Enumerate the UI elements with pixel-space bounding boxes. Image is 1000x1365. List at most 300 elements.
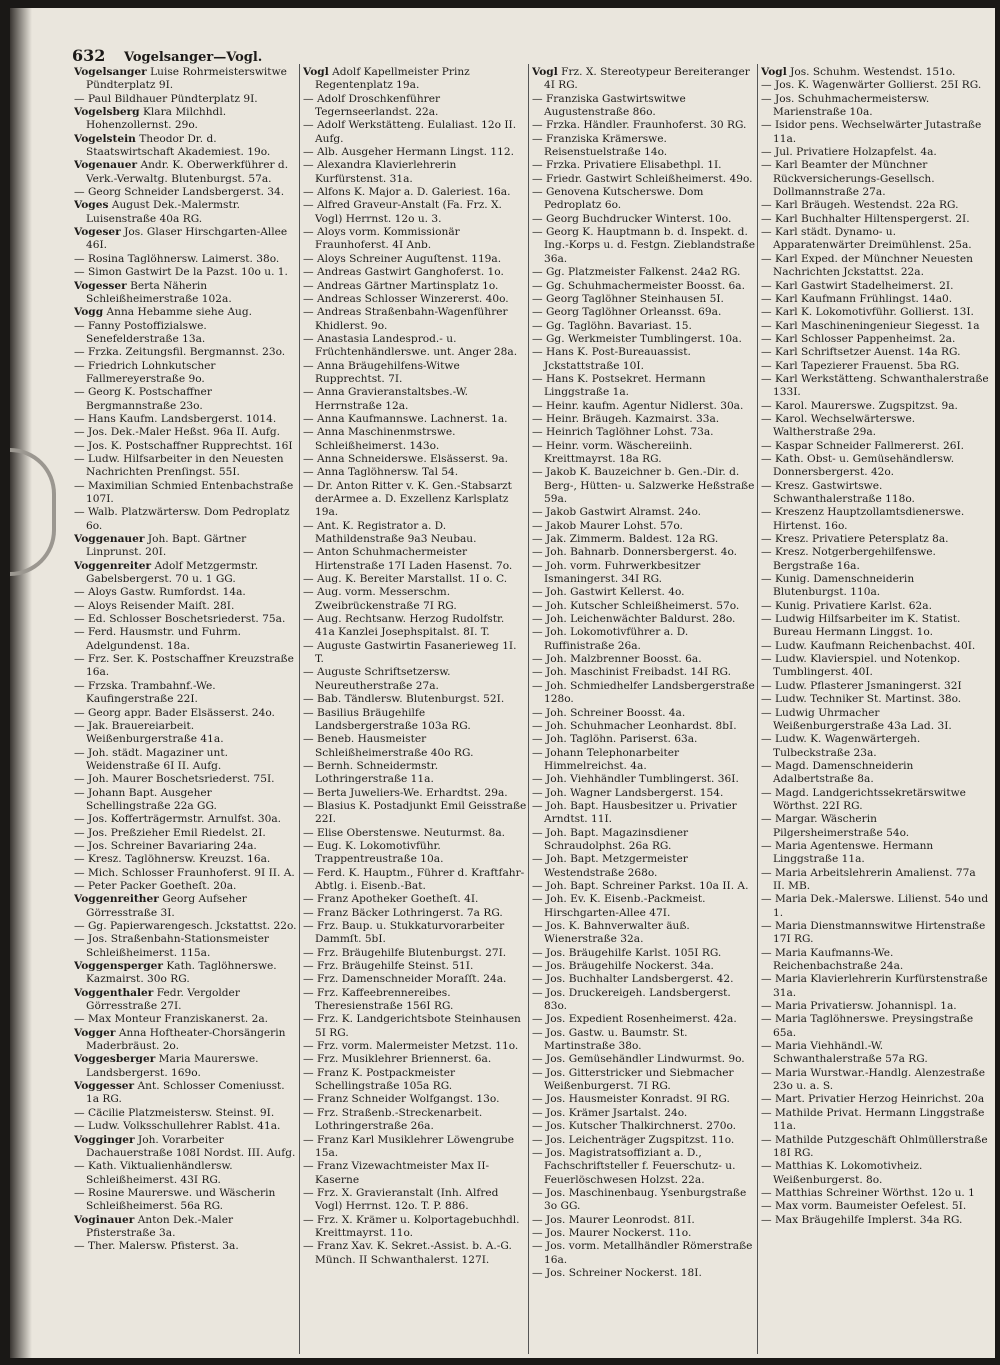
directory-entry: [761, 1000, 989, 1013]
entry-text: — Anna Bräugehilfens-Witwe Rupprechtst. 7I.: [303, 359, 460, 385]
entry-text: — Genovena Kutscherswe. Dom Pedroplatz 6o.: [532, 186, 704, 212]
entry-text: — Walb. Platzwärtersw. Dom Pedroplatz 6o.: [74, 506, 290, 532]
entry-text: — Georg Taglöhner Steinhausen 5I.: [532, 292, 724, 305]
entry-text: — Kunig. Damenschneiderin Blutenburgst. 110a.: [761, 573, 915, 599]
directory-entry: [761, 600, 989, 613]
directory-entry: [761, 1107, 989, 1134]
directory-entry: [74, 280, 298, 307]
directory-entry: [761, 1200, 989, 1213]
directory-entry: [303, 827, 527, 840]
column-rule: [299, 64, 300, 1354]
directory-entry: [761, 320, 989, 333]
entry-text: — Frz. Musiklehrer Briennerst. 6a.: [303, 1053, 492, 1066]
directory-entry: [532, 173, 756, 186]
directory-entry: [74, 747, 298, 774]
directory-entry: [761, 947, 989, 974]
entry-text: — Andreas Straßenbahn-Wagenführer Khidlerst. 9o.: [303, 306, 508, 332]
directory-entry: [303, 1187, 527, 1214]
surname: Vogginger: [74, 1133, 135, 1146]
directory-entry: [761, 79, 989, 92]
entry-text: Berta Näherin Schleißheimerstraße 102a.: [86, 279, 232, 305]
directory-entry: [532, 960, 756, 973]
directory-entry: [761, 920, 989, 947]
entry-text: — Johann Bapt. Ausgeher Schellingstraße 22a GG.: [74, 786, 217, 812]
directory-entry: [303, 413, 527, 426]
directory-entry: [761, 66, 989, 79]
entry-text: — Anna Maschinenmstrswe. Schleißheimerst. 143o.: [303, 426, 456, 452]
entry-text: — Maria Privatiersw. Johannispl. 1a.: [761, 1000, 957, 1013]
entry-text: — Kreszenz Hauptzollamtsdienerswe. Hirtenst. 16o.: [761, 506, 965, 532]
surname: Vogeser: [74, 226, 121, 239]
directory-entry: [532, 1107, 756, 1120]
entry-text: — Matthias Schreiner Wörthst. 12o u. 1: [761, 1186, 975, 1199]
entry-text: — Jos. Dek.-Maler Heßst. 96a II. Aufg.: [74, 426, 280, 439]
directory-entry: [532, 947, 756, 960]
entry-text: — Eug. K. Lokomotivführ. Trappentreustraße 10a.: [303, 839, 444, 866]
entry-text: — Magd. Landgerichtssekretärswitwe Wörthst. 22I RG.: [761, 786, 966, 812]
directory-entry: [303, 66, 527, 93]
directory-entry: [761, 893, 989, 920]
entry-text: — Joh. vorm. Fuhrwerkbesitzer Ismaningerst. 34I RG.: [532, 559, 701, 586]
directory-entry: [74, 1187, 298, 1214]
entry-text: — Kath. Viktualienhändlersw. Schleißheimerst. 43I RG.: [74, 1160, 233, 1186]
entry-text: — Kresz. Privatiere Petersplatz 8a.: [761, 533, 949, 546]
directory-entry: [74, 199, 298, 226]
directory-entry: [761, 653, 989, 680]
entry-text: — Jos. Hausmeister Konradst. 9I RG.: [532, 1093, 730, 1106]
directory-entry: [74, 426, 298, 439]
directory-entry: [74, 586, 298, 599]
entry-text: — Georg K. Postschaffner Bergmannstraße 23o.: [74, 386, 212, 412]
entry-text: — Franz Karl Musiklehrer Löwengrube 15a.: [303, 1133, 514, 1159]
entry-text: — Aloys Schreiner Auguſtenst. 119a.: [303, 252, 502, 265]
entry-text: — Franziska Krämerswe. Reisenstuelstraße 14o.: [532, 132, 668, 159]
entry-text: Joh. Vorarbeiter Dachauerstraße 108I Nordst. III. Aufg.: [86, 1133, 296, 1159]
directory-entry: [303, 920, 527, 947]
directory-entry: [761, 840, 989, 867]
directory-entry: [532, 346, 756, 373]
entry-text: — Ludw. Kaufmann Reichenbachst. 40I.: [761, 639, 976, 652]
entry-text: — Jos. K. Wagenwärter Gollierst. 25I RG.: [761, 79, 982, 92]
entry-text: — Basilius Bräugehilfe Landsbergerstraße 103a RG.: [303, 706, 471, 732]
directory-entry: [303, 226, 527, 253]
directory-entry: [74, 159, 298, 186]
directory-entry: [532, 1267, 756, 1280]
entry-text: — Aloys Gastw. Rumfordst. 14a.: [74, 586, 246, 599]
entry-text: — Aloys vorm. Kommissionär Fraunhoferst. 4I Anb.: [303, 226, 460, 252]
directory-entry: [761, 787, 989, 814]
entry-text: — Georg Schneider Landsbergerst. 34.: [74, 186, 285, 199]
directory-entry: [532, 1187, 756, 1214]
surname: Voggenreither: [74, 893, 159, 906]
directory-entry: [303, 1214, 527, 1241]
entry-text: — Kresz. Gastwirtswe. Schwanthalerstraße 118o.: [761, 479, 915, 505]
entry-text: — Rosina Taglöhnersw. Laimerst. 38o.: [74, 252, 280, 265]
entry-text: — Franz Bäcker Lothringerst. 7a RG.: [303, 906, 503, 919]
entry-text: — Matthias K. Lokomotivheiz. Weißenburgerst. 8o.: [761, 1160, 923, 1186]
entry-text: — Maria Kaufmanns-We. Reichenbachstraße 24a.: [761, 946, 904, 973]
entry-text: — Franz Schneider Wolfgangst. 13o.: [303, 1093, 500, 1106]
directory-entry: [303, 893, 527, 906]
surname: Voggesser: [74, 1080, 135, 1093]
directory-entry: [532, 600, 756, 613]
directory-entry: [303, 159, 527, 186]
directory-entry: [303, 453, 527, 466]
directory-entry: [761, 346, 989, 359]
directory-entry: [532, 306, 756, 319]
entry-text: — Georg Taglöhner Orleansst. 69a.: [532, 306, 722, 319]
directory-entry: [303, 707, 527, 734]
entry-text: — Rosine Maurerswe. und Wäscherin Schleißheimerst. 56a RG.: [74, 1186, 276, 1213]
directory-entry: [532, 320, 756, 333]
directory-entry: [74, 1240, 298, 1253]
entry-text: Adolf Metzgermstr. Gabelsbergerst. 70 u. 1 GG.: [86, 559, 259, 586]
entry-text: — Ludw. Klavierspiel. und Notenkop. Tumblingerst. 40I.: [761, 653, 961, 679]
entry-text: — Heinrich Taglöhner Lohst. 73a.: [532, 426, 714, 439]
entry-text: — Joh. städt. Magaziner unt. Weidenstraße 6I II. Aufg.: [74, 746, 228, 772]
entry-text: — Anna Gravieranstaltsbes.-W. Herrnstraße 12a.: [303, 386, 468, 412]
entry-text: — Karl Maschineningenieur Siegesst. 1a: [761, 319, 980, 332]
directory-entry: [532, 626, 756, 653]
entry-text: — Karl Gastwirt Stadelheimerst. 2I.: [761, 279, 954, 292]
entry-text: — Isidor pens. Wechselwärter Jutastraße 11a.: [761, 119, 982, 145]
entry-text: — Auguste Schriftsetzersw. Neureutherstraße 27a.: [303, 666, 451, 692]
directory-entry: [532, 506, 756, 519]
entry-text: — Frz. X. Krämer u. Kolportagebuchhdl. Kreittmayrst. 11o.: [303, 1213, 520, 1239]
entry-text: — Joh. Kutscher Schleißheimerst. 57o.: [532, 599, 740, 612]
directory-entry: [74, 787, 298, 814]
directory-entry: [532, 466, 756, 506]
directory-entry: [532, 747, 756, 774]
entry-text: Jos. Glaser Hirschgarten-Allee 46I.: [86, 226, 288, 252]
entry-text: — Joh. Leichenwächter Baldurst. 28o.: [532, 613, 736, 626]
directory-entry: [303, 253, 527, 266]
entry-text: — Mich. Schlosser Fraunhoferst. 9I II. A.: [74, 866, 295, 879]
directory-entry: [532, 413, 756, 426]
entry-text: — Mart. Privatier Herzog Heinrichst. 20a: [761, 1093, 985, 1106]
directory-entry: [74, 1080, 298, 1107]
entry-text: — Karl städt. Dynamo- u. Apparatenwärter Dreimühlenst. 25a.: [761, 226, 972, 252]
entry-text: Kath. Taglöhnerswe. Kazmairst. 30o RG.: [86, 960, 277, 986]
entry-text: — Anton Schuhmachermeister Hirtenstraße 17I Laden Hasenst. 7o.: [303, 546, 513, 572]
entry-text: — Jos. vorm. Metallhändler Römerstraße 16a.: [532, 1240, 753, 1266]
entry-text: — Ludwig Hilfsarbeiter im K. Statist. Bureau Hermann Linggst. 1o.: [761, 613, 961, 639]
directory-entry: [761, 813, 989, 840]
directory-entry: [74, 1120, 298, 1133]
entry-text: — Kunig. Privatiere Karlst. 62a.: [761, 599, 932, 612]
entry-text: — Anna Kaufmannswe. Lachnerst. 1a.: [303, 412, 508, 425]
entry-text: — Dr. Anton Ritter v. K. Gen.-Stabsarzt derArmee a. D. Exzellenz Karlsplatz 19a.: [303, 479, 512, 519]
surname: Voggenauer: [74, 533, 145, 546]
entry-text: — Mathilde Privat. Hermann Linggstraße 11a.: [761, 1106, 985, 1133]
entry-text: — Jakob Gastwirt Alramst. 24o.: [532, 506, 702, 519]
entry-text: — Maria Klavierlehrerin Kurfürstenstraße 31a.: [761, 973, 988, 999]
entry-text: — Georg Buchdrucker Winterst. 10o.: [532, 212, 732, 225]
directory-entry: [303, 466, 527, 479]
directory-entry: [303, 760, 527, 787]
directory-entry: [74, 1013, 298, 1026]
directory-entry: [74, 253, 298, 266]
directory-entry: [761, 159, 989, 199]
directory-entry: [761, 413, 989, 440]
directory-entry: [761, 1214, 989, 1227]
entry-text: — Frz. Kaffeebrennereibes. Theresienstraße 156I RG.: [303, 986, 454, 1013]
entry-text: — Friedrich Lohnkutscher Fallmereyerstraße 9o.: [74, 359, 216, 385]
directory-entry: [761, 293, 989, 306]
surname: Vogelsberg: [74, 106, 140, 119]
column-rule: [757, 64, 758, 1354]
entry-text: — Jos. Gastw. u. Baumstr. St. Martinstraße 38o.: [532, 1026, 688, 1053]
entry-text: Anton Dek.-Maler Pfisterstraße 3a.: [86, 1213, 234, 1239]
entry-text: — Alfons K. Major a. D. Galeriest. 16a.: [303, 186, 511, 199]
surname: Vogelsanger: [74, 66, 147, 78]
directory-entry: [303, 1053, 527, 1066]
entry-text: — Franz Xav. K. Sekret.-Assist. b. A.-G. Münch. II Schwanthalerst. 127I.: [303, 1240, 512, 1266]
directory-entry: [532, 293, 756, 306]
entry-text: — Jos. Maurer Leonrodst. 81I.: [532, 1213, 695, 1226]
directory-entry: [303, 93, 527, 120]
directory-entry: [532, 426, 756, 439]
entry-text: Ant. Schlosser Comeniusst. 1a RG.: [86, 1080, 285, 1106]
entry-text: Frz. X. Stereotypeur Bereiteranger 4I RG.: [544, 66, 750, 92]
surname: Voginauer: [74, 1213, 135, 1226]
surname: Vogg: [74, 306, 104, 319]
directory-entry: [761, 226, 989, 253]
entry-text: — Jakob Maurer Lohst. 57o.: [532, 519, 683, 532]
entry-text: — Frz. Straßenb.-Streckenarbeit. Lothringerstraße 26a.: [303, 1106, 483, 1133]
surname: Voges: [74, 199, 109, 212]
directory-entry: [532, 653, 756, 666]
entry-text: Georg Aufseher Görresstraße 3I.: [86, 893, 247, 919]
entry-text: — Gg. Werkmeister Tumblingerst. 10a.: [532, 332, 742, 345]
surname: Vogl: [761, 66, 787, 78]
directory-entry: [74, 827, 298, 840]
entry-text: — Karl Werkstätteng. Schwanthalerstraße 133I.: [761, 372, 989, 399]
directory-entry: [761, 1093, 989, 1106]
directory-entry: [532, 827, 756, 854]
entry-text: — Jakob K. Bauzeichner b. Gen.-Dir. d. Berg-, Hütten- u. Salzwerke Heßstraße 59a.: [532, 466, 755, 505]
entry-text: — Karl Schlosser Pappenheimst. 2a.: [761, 332, 956, 345]
entry-text: — Alexandra Klavierlehrerin Kurfürstenst. 31a.: [303, 159, 457, 185]
directory-entry: [74, 1027, 298, 1054]
entry-text: — Franz Vizewachtmeister Max II-Kaserne: [303, 1160, 490, 1186]
entry-text: — Auguste Gastwirtin Fasanerieweg 1I. T.: [303, 639, 517, 666]
directory-entry: [303, 613, 527, 640]
directory-entry: [532, 266, 756, 279]
entry-text: — Andreas Schlosser Winzererst. 40o.: [303, 292, 509, 305]
directory-entry: [761, 1067, 989, 1094]
directory-entry: [303, 306, 527, 333]
directory-entry: [303, 907, 527, 920]
entry-text: — Jos. Magistratsoffiziant a. D., Fachschriftsteller f. Feuerschutz- u. Feuerlöschwesen Holzst. 22a.: [532, 1146, 736, 1186]
directory-entry: [761, 506, 989, 533]
directory-entry: [761, 760, 989, 787]
entry-text: — Maria Agentenswe. Hermann Linggstraße 11a.: [761, 839, 934, 866]
directory-entry: [761, 453, 989, 480]
directory-entry: [303, 787, 527, 800]
entry-text: — Ludw. Volksschullehrer Rablst. 41a.: [74, 1120, 281, 1133]
entry-text: — Jos. Kutscher Thalkirchnerst. 270o.: [532, 1120, 736, 1133]
directory-entry: [74, 653, 298, 680]
entry-text: — Jos. Krämer Jsartalst. 24o.: [532, 1106, 688, 1119]
entry-text: — Johann Telephonarbeiter Himmelreichst. 4a.: [532, 746, 680, 772]
surname: Vogelstein: [74, 132, 136, 145]
directory-entry: [761, 613, 989, 640]
directory-entry: [532, 119, 756, 132]
entry-text: — Hans K. Postsekret. Hermann Linggstraße 1a.: [532, 372, 706, 399]
entry-text: — Frz. X. Gravieranstalt (Inh. Alfred Vogl) Herrnst. 12o. T. P. 886.: [303, 1186, 499, 1213]
entry-text: — Jos. Straßenbahn-Stationsmeister Schleißheimerst. 115a.: [74, 933, 269, 959]
directory-entry: [532, 1053, 756, 1066]
directory-entry: [532, 800, 756, 827]
entry-text: — Jos. Schreiner Bavariaring 24a.: [74, 839, 257, 852]
directory-entry: [532, 159, 756, 172]
directory-entry: [532, 666, 756, 679]
directory-entry: [303, 333, 527, 360]
directory-entry: [74, 920, 298, 933]
entry-text: — Kresz. Notgerbergehilfenswe. Bergstraße 16a.: [761, 546, 936, 572]
directory-entry: [303, 520, 527, 547]
entry-text: — Jos. Preßzieher Emil Riedelst. 2I.: [74, 826, 266, 839]
directory-entry: [303, 1240, 527, 1267]
entry-text: — Aug. vorm. Messerschm. Zweibrückenstraße 7I RG.: [303, 586, 457, 612]
entry-text: — Ludw. Hilfsarbeiter in den Neuesten Nachrichten Prenſingst. 55I.: [74, 452, 284, 479]
entry-text: — Simon Gastwirt De la Pazst. 10o u. 1.: [74, 266, 288, 279]
entry-text: — Aloys Reisender Maiſt. 28I.: [74, 599, 235, 612]
directory-entry: [532, 66, 756, 93]
directory-entry: [761, 693, 989, 706]
entry-text: — Kath. Obst- u. Gemüsehändlersw. Donnersbergerst. 42o.: [761, 452, 955, 479]
directory-entry: [532, 1027, 756, 1054]
entry-text: — Jos. Expedient Rosenheimerst. 42a.: [532, 1013, 737, 1026]
directory-entry: [761, 360, 989, 373]
entry-text: — Jak. Zimmerm. Baldest. 12a RG.: [532, 533, 719, 546]
directory-entry: [532, 520, 756, 533]
directory-entry: [74, 106, 298, 133]
entry-text: Luise Rohrmeisterswitwe Pündterplatz 9I.: [86, 66, 287, 92]
entry-text: — Franz Apotheker Goetheſt. 4I.: [303, 893, 479, 906]
directory-entry: [761, 973, 989, 1000]
entry-text: — Karl Exped. der Münchner Neuesten Nachrichten Jckstattst. 22a.: [761, 252, 973, 279]
directory-entry: [74, 880, 298, 893]
entry-text: — Ludw. Techniker St. Martinst. 38o.: [761, 693, 962, 706]
entry-text: — Ludw. Pflasterer Jsmaningerst. 32I: [761, 679, 962, 692]
surname: Vogl: [532, 66, 558, 78]
directory-entry: [761, 253, 989, 280]
directory-entry: [761, 640, 989, 653]
directory-entry: [532, 1214, 756, 1227]
directory-entry: [532, 973, 756, 986]
directory-column-2: [303, 66, 527, 1267]
directory-entry: [303, 1160, 527, 1187]
entry-text: — Aug. Rechtsanw. Herzog Rudolfstr. 41a Kanzlei Josephspitalst. 8I. T.: [303, 613, 505, 639]
directory-entry: [303, 840, 527, 867]
entry-text: — Georg K. Hauptmann b. d. Inspekt. d. Ing.-Korps u. d. Festgn. Zieblandstraße 36a.: [532, 226, 756, 265]
entry-text: — Bernh. Schneidermstr. Lothringerstraße 11a.: [303, 759, 439, 786]
page-header: [72, 46, 262, 65]
directory-entry: [303, 386, 527, 413]
entry-text: — Frzska. Trambahnf.-We. Kaufingerstraße 22I.: [74, 679, 216, 706]
entry-text: — Max Monteur Franziskanerst. 2a.: [74, 1013, 268, 1026]
entry-text: — Margar. Wäscherin Pilgersheimerstraße 54o.: [761, 813, 910, 839]
entry-text: — Kresz. Taglöhnersw. Kreuzst. 16a.: [74, 853, 271, 866]
directory-entry: [303, 480, 527, 520]
entry-text: — Karl Tapezierer Frauenst. 5ba RG.: [761, 359, 960, 372]
entry-text: Adolf Kapellmeister Prinz Regentenplatz 19a.: [315, 66, 470, 92]
surname: Voggensperger: [74, 960, 163, 973]
directory-entry: [532, 546, 756, 559]
directory-entry: [74, 707, 298, 720]
surname: Vogenauer: [74, 159, 138, 172]
directory-column-3: [532, 66, 756, 1280]
directory-entry: [74, 600, 298, 613]
entry-text: — Joh. Bapt. Schreiner Parkst. 10a II. A.: [532, 879, 749, 892]
directory-entry: [761, 213, 989, 226]
entry-text: — Hans K. Post-Bureauassist. Jckstattstraße 10I.: [532, 346, 691, 372]
directory-entry: [74, 533, 298, 560]
directory-entry: [532, 93, 756, 120]
entry-text: — Magd. Damenschneiderin Adalbertstraße 8a.: [761, 759, 914, 786]
directory-entry: [303, 987, 527, 1014]
entry-text: — Anna Schneiderswe. Elsässerst. 9a.: [303, 452, 508, 465]
entry-text: — Peter Packer Goetheſt. 20a.: [74, 879, 237, 892]
entry-text: — Joh. Ev. K. Eisenb.-Packmeist. Hirschgarten-Allee 47I.: [532, 893, 706, 919]
entry-text: — Andreas Gastwirt Ganghoferst. 1o.: [303, 266, 504, 279]
directory-entry: [74, 226, 298, 253]
directory-entry: [74, 320, 298, 347]
directory-entry: [761, 733, 989, 760]
directory-entry: [532, 1093, 756, 1106]
surname: Vogesser: [74, 279, 127, 292]
directory-entry: [303, 960, 527, 973]
entry-text: — Ludwig Uhrmacher Weißenburgerstraße 43a Lad. 3I.: [761, 706, 952, 732]
directory-entry: [303, 199, 527, 226]
directory-entry: [532, 400, 756, 413]
directory-entry: [303, 733, 527, 760]
entry-text: — Karl Kaufmann Frühlingst. 14a0.: [761, 292, 953, 305]
directory-entry: [532, 373, 756, 400]
entry-text: Joh. Bapt. Gärtner Linprunst. 20I.: [86, 533, 247, 559]
directory-entry: [303, 1134, 527, 1161]
entry-text: — Maximilian Schmied Entenbachstraße 107I.: [74, 479, 294, 505]
surname: Vogger: [74, 1026, 116, 1039]
directory-entry: [303, 693, 527, 706]
directory-entry: [532, 586, 756, 599]
entry-text: — Frzka. Privatiere Elisabethpl. 1I.: [532, 159, 722, 172]
directory-entry: [532, 1067, 756, 1094]
directory-entry: [74, 480, 298, 507]
directory-entry: [74, 933, 298, 960]
directory-entry: [74, 360, 298, 387]
directory-entry: [761, 1160, 989, 1187]
entry-text: — Maria Dek.-Malerswe. Lilienst. 54o und 1.: [761, 893, 989, 919]
directory-entry: [303, 293, 527, 306]
entry-text: — Maria Wurstwar.-Handlg. Alenzestraße 23o u. a. S.: [761, 1066, 985, 1093]
directory-entry: [532, 880, 756, 893]
entry-text: — Karl Buchhalter Hiltenspergerst. 2I.: [761, 212, 970, 225]
directory-entry: [761, 480, 989, 507]
entry-text: — Heinr. kaufm. Agentur Nidlerst. 30a.: [532, 399, 744, 412]
directory-entry: [74, 1134, 298, 1161]
directory-entry: [74, 66, 298, 93]
directory-page: [10, 8, 995, 1358]
entry-text: — Maria Dienstmannswitwe Hirtenstraße 17I RG.: [761, 920, 986, 946]
entry-text: — Joh. Bapt. Metzgermeister Westendstraße 268o.: [532, 853, 688, 879]
directory-entry: [761, 707, 989, 734]
directory-entry: [761, 306, 989, 319]
entry-text: — Ther. Malersw. Pfisterst. 3a.: [74, 1240, 239, 1253]
entry-text: — Jos. Gemüsehändler Lindwurmst. 9o.: [532, 1053, 745, 1066]
